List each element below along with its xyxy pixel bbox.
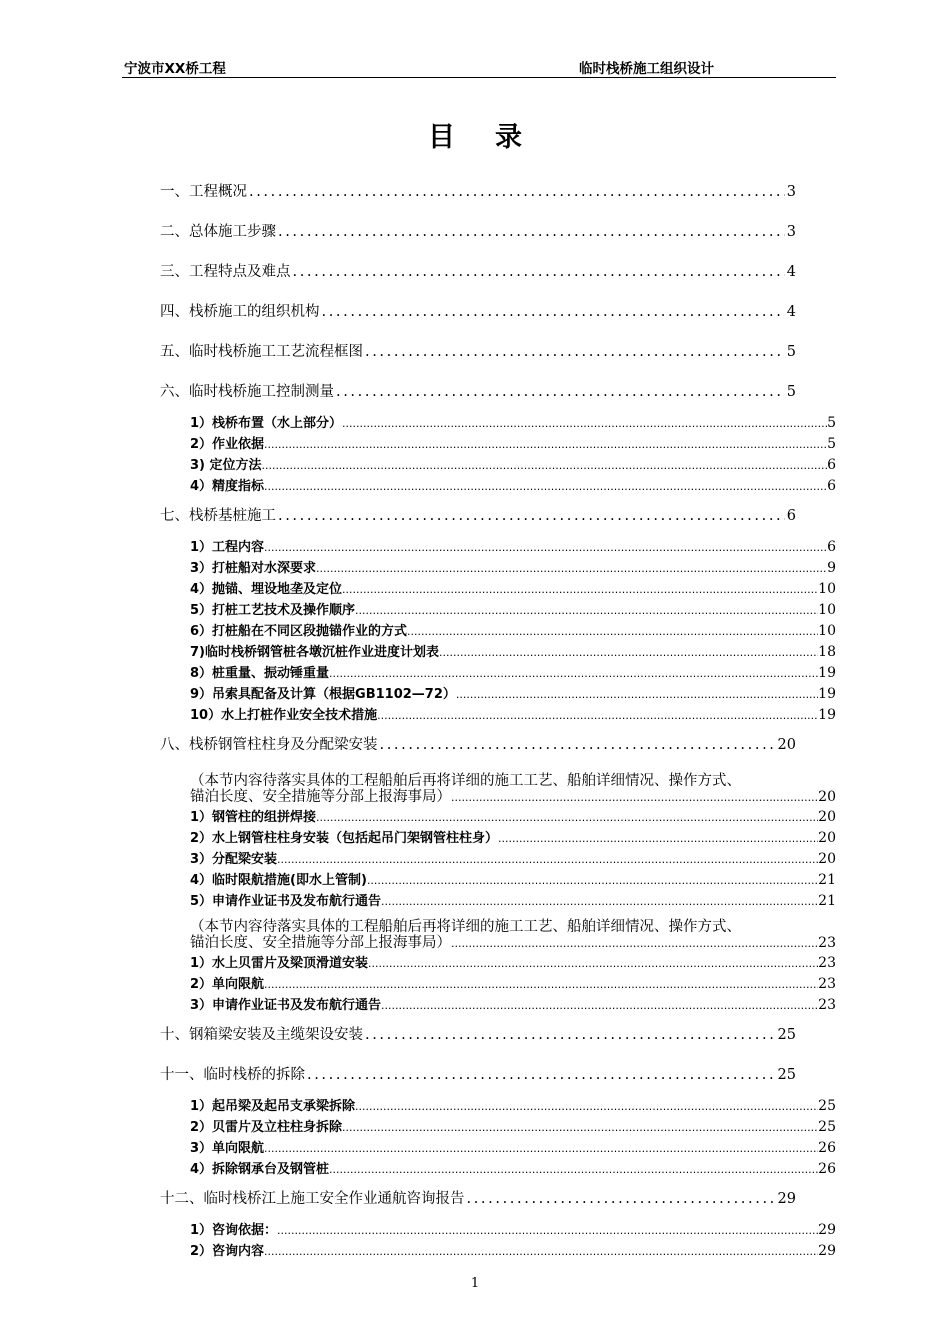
toc-entry-title: 3）分配梁安装	[190, 852, 278, 867]
toc-chapter-entry[interactable]	[160, 340, 796, 360]
toc-entry-title: 4）拆除钢承台及钢管桩	[190, 1162, 330, 1177]
dot-leader	[439, 645, 818, 660]
toc-entry-title: 2）咨询内容	[190, 1244, 265, 1259]
dot-leader	[264, 977, 818, 992]
toc-page-number: 20	[818, 851, 836, 867]
toc-entry-title: 十二、临时栈桥江上施工安全作业通航咨询报告	[160, 1191, 465, 1207]
toc-section-entry[interactable]	[190, 952, 836, 972]
toc-page-number: 26	[818, 1161, 836, 1177]
toc-section-entry[interactable]	[190, 931, 836, 951]
toc-page-number: 21	[818, 872, 836, 888]
toc-page-number: 4	[786, 264, 796, 280]
toc-entry-title: 3）打桩船对水深要求	[190, 561, 317, 576]
toc-page-number: 3	[786, 224, 796, 240]
toc-entry-title: 7)临时栈桥钢管桩各墩沉桩作业进度计划表	[190, 645, 439, 660]
toc-entry-title: 1）栈桥布置（水上部分）	[190, 416, 343, 431]
dot-leader	[264, 479, 827, 494]
dot-leader	[365, 1027, 776, 1043]
toc-page-number: 25	[818, 1119, 836, 1135]
dot-leader	[262, 458, 828, 473]
toc-page-number: 20	[818, 789, 836, 805]
dot-leader	[342, 582, 818, 597]
toc-note-line: （本节内容待落实具体的工程船舶后再将详细的施工工艺、船舶详细情况、操作方式、	[190, 773, 741, 789]
toc-entry-title: 六、临时栈桥施工控制测量	[160, 384, 334, 400]
dot-leader	[456, 687, 818, 702]
toc-page-number: 25	[777, 1027, 796, 1043]
toc-section-entry[interactable]	[190, 1137, 836, 1157]
toc-section-entry[interactable]	[190, 890, 836, 910]
dot-leader	[355, 603, 818, 618]
dot-leader	[368, 956, 818, 971]
dot-leader	[316, 561, 827, 576]
dot-leader	[498, 831, 818, 846]
toc-section-entry[interactable]	[190, 994, 836, 1014]
toc-page-number: 20	[818, 809, 836, 825]
dot-leader	[307, 1067, 776, 1083]
toc-section-entry[interactable]	[190, 785, 836, 805]
toc-page-number: 23	[818, 955, 836, 971]
toc-entry-title: 十一、临时栈桥的拆除	[160, 1067, 305, 1083]
toc-page-number: 10	[818, 623, 836, 639]
toc-page-number: 29	[777, 1191, 796, 1207]
dot-leader	[365, 344, 785, 360]
toc-section-entry[interactable]	[190, 475, 836, 495]
toc-entry-title: 1）水上贝雷片及梁顶滑道安装	[190, 956, 369, 971]
dot-leader	[277, 852, 818, 867]
toc-page-number: 20	[777, 737, 796, 753]
toc-page-number: 19	[818, 707, 836, 723]
toc-entry-title: 五、临时栈桥施工工艺流程框图	[160, 344, 363, 360]
dot-leader	[278, 224, 785, 240]
toc-section-entry[interactable]	[190, 620, 836, 640]
toc-entry-title: 6）打桩船在不同区段抛锚作业的方式	[190, 624, 408, 639]
toc-chapter-entry[interactable]	[160, 300, 796, 320]
toc-page-number: 5	[827, 436, 836, 452]
toc-entry-title: 1）钢管柱的组拼焊接	[190, 810, 317, 825]
toc-section-entry[interactable]	[190, 973, 836, 993]
toc-section-entry[interactable]	[190, 454, 836, 474]
toc-page-number: 26	[818, 1140, 836, 1156]
toc-section-entry[interactable]	[190, 536, 836, 556]
header-project-name: 宁波市XX桥工程	[124, 61, 226, 77]
toc-page-number: 6	[827, 539, 836, 555]
toc-page-number: 29	[818, 1243, 836, 1259]
toc-section-entry[interactable]	[190, 662, 836, 682]
toc-section-entry[interactable]	[190, 433, 836, 453]
dot-leader	[249, 184, 785, 200]
dot-leader	[381, 894, 818, 909]
toc-chapter-entry[interactable]	[160, 1187, 796, 1207]
dot-leader	[407, 624, 818, 639]
toc-page-number: 18	[818, 644, 836, 660]
toc-section-entry[interactable]	[190, 704, 836, 724]
dot-leader	[278, 508, 785, 524]
toc-chapter-entry[interactable]	[160, 733, 796, 753]
toc-entry-title: 锚泊长度、安全措施等分部上报海事局）	[190, 935, 451, 951]
toc-page-number: 29	[818, 1222, 836, 1238]
dot-leader	[322, 304, 785, 320]
toc-entry-title: 10）水上打桩作业安全技术措施	[190, 708, 378, 723]
dot-leader	[355, 1099, 818, 1114]
toc-entry-title: 2）作业依据	[190, 437, 265, 452]
toc-entry-title: 3) 定位方法	[190, 458, 262, 473]
toc-page-number: 4	[786, 304, 796, 320]
toc-entry-title: 4）临时限航措施(即水上管制)	[190, 873, 367, 888]
toc-entry-title: 3）单向限航	[190, 1141, 265, 1156]
toc-page-number: 23	[818, 976, 836, 992]
toc-section-entry[interactable]	[190, 1219, 836, 1239]
toc-entry-title: 1）起吊梁及起吊支承梁拆除	[190, 1099, 356, 1114]
dot-leader	[329, 666, 818, 681]
toc-note-line: （本节内容待落实具体的工程船舶后再将详细的施工工艺、船舶详细情况、操作方式、	[190, 919, 741, 935]
dot-leader	[342, 416, 827, 431]
toc-entry-title: 3）申请作业证书及发布航行通告	[190, 998, 382, 1013]
dot-leader	[380, 737, 776, 753]
toc-entry-title: 9）吊索具配备及计算（根据GB1102—72）	[190, 687, 456, 702]
header-document-title: 临时栈桥施工组织设计	[579, 61, 714, 77]
toc-section-entry[interactable]	[190, 827, 836, 847]
toc-section-entry[interactable]	[190, 412, 836, 432]
toc-entry-title: 锚泊长度、安全措施等分部上报海事局）	[190, 789, 451, 805]
dot-leader	[467, 1191, 776, 1207]
toc-section-entry[interactable]	[190, 848, 836, 868]
toc-entry-title: 2）单向限航	[190, 977, 265, 992]
dot-leader	[264, 437, 827, 452]
toc-page-number: 5	[786, 384, 796, 400]
toc-section-entry[interactable]	[190, 1095, 836, 1115]
dot-leader	[381, 998, 818, 1013]
page-number: 1	[470, 1276, 480, 1291]
dot-leader	[264, 540, 827, 555]
toc-entry-title: 二、总体施工步骤	[160, 224, 276, 240]
dot-leader	[293, 264, 785, 280]
toc-entry-title: 4）精度指标	[190, 479, 265, 494]
toc-page-number: 6	[786, 508, 796, 524]
toc-section-entry[interactable]	[190, 557, 836, 577]
toc-entry-title: 1）工程内容	[190, 540, 265, 555]
toc-chapter-entry[interactable]	[160, 260, 796, 280]
toc-entry-title: 1）咨询依据：	[190, 1223, 278, 1238]
toc-entry-title: 8）桩重量、振动锤重量	[190, 666, 330, 681]
toc-entry-title: 三、工程特点及难点	[160, 264, 291, 280]
toc-entry-title: 七、栈桥基桩施工	[160, 508, 276, 524]
dot-leader	[377, 708, 818, 723]
toc-page-number: 5	[786, 344, 796, 360]
toc-section-entry[interactable]	[190, 578, 836, 598]
dot-leader	[264, 1244, 818, 1259]
toc-section-entry[interactable]	[190, 869, 836, 889]
toc-chapter-entry[interactable]	[160, 220, 796, 240]
dot-leader	[451, 789, 818, 805]
toc-section-entry[interactable]	[190, 1158, 836, 1178]
toc-page-number: 5	[827, 415, 836, 431]
toc-entry-title: 八、栈桥钢管柱柱身及分配梁安装	[160, 737, 378, 753]
dot-leader	[451, 935, 818, 951]
toc-entry-title: 4）抛锚、埋设地垄及定位	[190, 582, 343, 597]
toc-section-entry[interactable]	[190, 1116, 836, 1136]
toc-entry-title: 四、栈桥施工的组织机构	[160, 304, 320, 320]
dot-leader	[336, 384, 785, 400]
toc-chapter-entry[interactable]	[160, 1023, 796, 1043]
toc-chapter-entry[interactable]	[160, 1063, 796, 1083]
toc-entry-title: 一、工程概况	[160, 184, 247, 200]
toc-page-number: 20	[818, 830, 836, 846]
toc-section-entry[interactable]	[190, 1240, 836, 1260]
toc-section-entry[interactable]	[190, 683, 836, 703]
toc-page-number: 25	[818, 1098, 836, 1114]
toc-entry-title: 2）水上钢管柱柱身安装（包括起吊门架钢管柱柱身）	[190, 831, 499, 846]
toc-section-entry[interactable]	[190, 641, 836, 661]
toc-section-entry[interactable]	[190, 806, 836, 826]
dot-leader	[264, 1141, 818, 1156]
toc-entry-title: 5）申请作业证书及发布航行通告	[190, 894, 382, 909]
dot-leader	[277, 1223, 818, 1238]
toc-entry-title: 十、钢箱梁安装及主缆架设安装	[160, 1027, 363, 1043]
toc-page-number: 3	[786, 184, 796, 200]
toc-entry-title: 5）打桩工艺技术及操作顺序	[190, 603, 356, 618]
toc-page-number: 10	[818, 602, 836, 618]
dot-leader	[316, 810, 818, 825]
toc-page-number: 19	[818, 665, 836, 681]
toc-page-number: 10	[818, 581, 836, 597]
toc-entry-title: 2）贝雷片及立柱柱身拆除	[190, 1120, 343, 1135]
toc-page-number: 6	[827, 478, 836, 494]
dot-leader	[367, 873, 818, 888]
toc-page-number: 9	[827, 560, 836, 576]
toc-chapter-entry[interactable]	[160, 380, 796, 400]
dot-leader	[342, 1120, 818, 1135]
toc-page-number: 23	[818, 935, 836, 951]
toc-page-number: 23	[818, 997, 836, 1013]
toc-page-number: 21	[818, 893, 836, 909]
toc-page-number: 6	[827, 457, 836, 473]
dot-leader	[329, 1162, 818, 1177]
page-title: 目录	[428, 122, 562, 153]
toc-chapter-entry[interactable]	[160, 180, 796, 200]
toc-section-entry[interactable]	[190, 599, 836, 619]
toc-page-number: 25	[777, 1067, 796, 1083]
toc-chapter-entry[interactable]	[160, 504, 796, 524]
toc-page-number: 19	[818, 686, 836, 702]
